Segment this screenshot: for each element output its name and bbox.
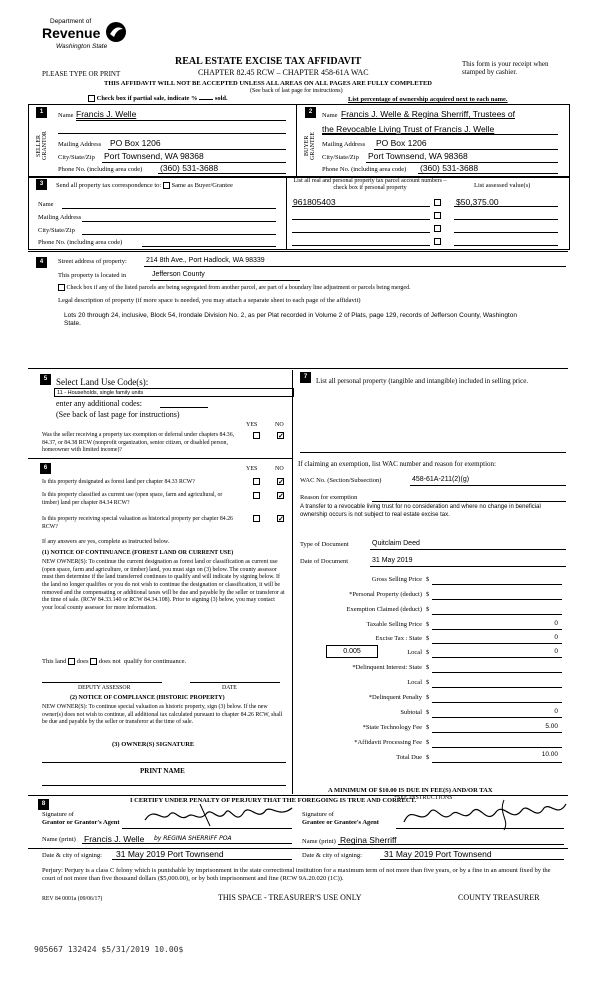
- personal-property-checkbox-1[interactable]: [434, 199, 441, 206]
- street-label: Street address of property:: [58, 258, 127, 265]
- send-correspondence: Send all property tax correspondence to: Same as Buyer/Grantee: [56, 182, 233, 189]
- historic-no-checkbox[interactable]: ✓: [278, 515, 284, 523]
- section-1-number: 1: [36, 107, 47, 118]
- see-instructions: *SEE INSTRUCTIONS: [394, 795, 453, 801]
- located-county[interactable]: Jefferson County: [152, 271, 205, 278]
- form-title: REAL ESTATE EXCISE TAX AFFIDAVIT: [175, 56, 362, 67]
- seller-phone-label: Phone No. (including area code): [58, 166, 143, 173]
- please-type: PLEASE TYPE OR PRINT: [42, 70, 121, 78]
- seller-side-label: SELLER GRANTOR: [36, 131, 48, 161]
- sec6-yes: YES: [246, 466, 258, 472]
- sec5-no: NO: [275, 422, 284, 428]
- section-2-number: 2: [305, 107, 316, 118]
- certify-statement: I CERTIFY UNDER PENALTY OF PERJURY THAT THE FOREGOING IS TRUE AND CORRECT.: [130, 797, 417, 804]
- wac-number[interactable]: 458-61A-211(2)(g): [412, 476, 470, 483]
- perjury-notice: Perjury: Perjury is a class C felony which is punishable by imprisonment in the state correctional institution for a maximum term of not more than five years, or by a fine in an amount fixed by the court of not more than five thousand dollars ($5,000.00), or by both imprisonment and fine (RCW 9A.20.020 (1C)).: [42, 867, 551, 883]
- gross-price-label: Gross Selling Price: [371, 576, 422, 583]
- grantee-sig-label: Signature of Grantee or Grantee's Agent: [302, 811, 379, 827]
- sec3-name-label: Name: [38, 201, 54, 208]
- section-7-number: 7: [300, 372, 311, 383]
- street-address[interactable]: 214 8th Ave., Port Hadlock, WA 98339: [146, 257, 265, 264]
- buyer-name-label: Name: [322, 112, 338, 119]
- tech-fee-value[interactable]: 5.00: [545, 723, 558, 730]
- parcel-number[interactable]: 961805403: [293, 197, 336, 207]
- grantor-name-label: Name (print): [42, 836, 76, 843]
- grantee-name-label: Name (print): [302, 838, 336, 845]
- grantor-sig-label: Signature of Grantor or Grantor's Agent: [42, 811, 120, 827]
- minimum-due: A MINIMUM OF $10.00 IS DUE IN FEE(S) AND/OR TAX: [328, 787, 493, 794]
- subtotal-label: Subtotal: [400, 709, 422, 716]
- total-due-label: Total Due: [396, 754, 422, 761]
- exemption-claimed-label: Exemption Claimed (deduct): [346, 606, 422, 613]
- if-yes-note: If any answers are yes, complete as instructed below.: [42, 539, 170, 545]
- county-treasurer: COUNTY TREASURER: [458, 893, 540, 902]
- rev-number: REV 84 0001a (09/06/17): [42, 896, 103, 902]
- grantee-date[interactable]: 31 May 2019 Port Townsend: [384, 849, 492, 859]
- parcel-list-label: List all real and personal property tax parcel account numbers – check box if personal property: [293, 178, 447, 192]
- section-8-number: 8: [38, 799, 49, 810]
- land-does-checkbox[interactable]: [68, 658, 75, 665]
- current-use-yes-checkbox[interactable]: [253, 492, 260, 499]
- section-3-number: 3: [36, 179, 47, 190]
- buyer-phone-label: Phone No. (including area code): [322, 166, 407, 173]
- additional-codes-label: enter any additional codes:: [56, 399, 142, 408]
- local-rate-box[interactable]: 0.005: [326, 645, 378, 658]
- buyer-side-label: BUYER GRANTEE: [304, 132, 316, 160]
- grantor-name[interactable]: Francis J. Welle: [84, 834, 145, 844]
- reason-label: Reason for exemption: [300, 494, 358, 501]
- forest-yes-checkbox[interactable]: [253, 478, 260, 485]
- seller-city[interactable]: Port Townsend, WA 98368: [104, 151, 204, 161]
- segregated-note: Check box if any of the listed parcels are being segregated from another parcel, are part of a boundary line adjustment or parcels being merged.: [58, 284, 411, 292]
- doc-date[interactable]: 31 May 2019: [372, 557, 413, 564]
- buyer-mailing-label: Mailing Address: [322, 141, 366, 148]
- warning: THIS AFFIDAVIT WILL NOT BE ACCEPTED UNLESS ALL AREAS ON ALL PAGES ARE FULLY COMPLETED: [104, 80, 432, 87]
- doc-date-label: Date of Document: [300, 558, 349, 565]
- personal-property-checkbox-4[interactable]: [434, 238, 441, 245]
- section-5-number: 5: [40, 374, 51, 385]
- total-due-value[interactable]: 10.00: [541, 751, 558, 758]
- sec3-phone-label: Phone No. (including area code): [38, 239, 123, 246]
- this-land: This land does does not qualify for continuance.: [42, 658, 187, 665]
- section-4-number: 4: [36, 257, 47, 268]
- historic-yes-checkbox[interactable]: [253, 515, 260, 522]
- dor-logo: [42, 16, 132, 66]
- doc-type[interactable]: Quitclaim Deed: [372, 540, 420, 547]
- grantee-date-label: Date & city of signing:: [302, 852, 362, 859]
- seller-city-label: City/State/Zip: [58, 154, 95, 161]
- doc-type-label: Type of Document: [300, 541, 349, 548]
- assessed-value[interactable]: $50,375.00: [456, 197, 499, 207]
- grantor-agent[interactable]: by REGINA SHERRIFF POA: [154, 835, 232, 842]
- personal-property-deduct-label: *Personal Property (deduct): [349, 591, 422, 598]
- grantee-name[interactable]: Regina Sherriff: [340, 835, 397, 845]
- delinquent-interest-state-label: *Delinquent Interest: State: [352, 664, 422, 671]
- same-as-buyer-checkbox[interactable]: [163, 182, 170, 189]
- taxable-price-value[interactable]: 0: [554, 620, 558, 627]
- delinquent-penalty-label: *Delinquent Penalty: [368, 694, 422, 701]
- personal-property-checkbox-3[interactable]: [434, 225, 441, 232]
- land-use-label: Select Land Use Code(s):: [56, 377, 149, 387]
- forest-no-checkbox[interactable]: ✓: [278, 478, 284, 486]
- deputy-date-label: DATE: [222, 685, 237, 691]
- excise-state-label: Excise Tax : State: [375, 635, 422, 642]
- segregated-checkbox[interactable]: [58, 284, 65, 291]
- sec5-see-back: (See back of last page for instructions): [56, 410, 180, 419]
- ownership-note: List percentage of ownership acquired next to each name.: [348, 96, 508, 103]
- buyer-name-2[interactable]: the Revocable Living Trust of Francis J. Welle: [322, 124, 495, 134]
- delinquent-interest-local-label: Local: [407, 679, 422, 686]
- forest-question: Is this property designated as forest land per chapter 84.33 RCW?: [42, 479, 195, 485]
- deputy-assessor-label: DEPUTY ASSESSOR: [78, 685, 131, 691]
- see-back: (See back of last page for instructions): [250, 88, 343, 94]
- subtotal-value[interactable]: 0: [554, 708, 558, 715]
- excise-local-value[interactable]: 0: [554, 648, 558, 655]
- logo-line1: Department of: [50, 18, 92, 25]
- taxable-price-label: Taxable Selling Price: [366, 621, 422, 628]
- exemption-reason[interactable]: A transfer to a revocable living trust for no consideration and where no change in beneficial ownership occurs is not subject to real estate excise tax.: [300, 504, 541, 518]
- print-name-label: PRINT NAME: [140, 767, 185, 775]
- buyer-city[interactable]: Port Townsend, WA 98368: [368, 151, 468, 161]
- seller-name-label: Name: [58, 112, 74, 119]
- grantee-signature[interactable]: [400, 798, 568, 832]
- partial-sale-checkbox[interactable]: [88, 95, 95, 102]
- personal-property-checkbox-2[interactable]: [434, 212, 441, 219]
- receipt-note: This form is your receipt when stamped by cashier.: [462, 60, 549, 77]
- exemption-question: Was the seller receiving a property tax exemption or deferral under chapters 84.36, 84.37, or 84.38 RCW (nonprofit organization, senior citizen, or disabled person, homeowner with limited income)?: [42, 432, 235, 454]
- legal-label: Legal description of property (if more space is needed, you may attach a separate sheet to each page of the affidavit): [58, 297, 361, 304]
- tech-fee-label: *State Technology Fee: [362, 724, 422, 731]
- partial-sale: Check box if partial sale, indicate % sold.: [88, 95, 228, 103]
- form-chapters: CHAPTER 82.45 RCW – CHAPTER 458-61A WAC: [198, 68, 369, 77]
- claiming-exemption: If claiming an exemption, list WAC number and reason for exemption:: [298, 460, 496, 468]
- logo-line3: Washington State: [56, 43, 108, 50]
- logo-line2: Revenue: [42, 25, 101, 41]
- buyer-city-label: City/State/Zip: [322, 154, 359, 161]
- historic-question: Is this property receiving special valuation as historical property per chapter 84.26 RCW?: [42, 516, 233, 530]
- notice-compliance-body: NEW OWNER(S): To continue special valuation as historic property, sign (3) below. If the new owner(s) does not wish to continue, all additional tax calculated pursuant to chapter 84.26 RCW, shall be due and payable by the seller or transferor at the time of sale.: [42, 704, 283, 726]
- seller-mailing[interactable]: PO Box 1206: [110, 138, 161, 148]
- seller-phone[interactable]: (360) 531-3688: [160, 163, 219, 173]
- tax-calculation-table: Gross Selling Price $ *Personal Property (deduct) $ Exemption Claimed (deduct) $ Taxable Selling Price $ 0 Excise Tax : State $ 0 0.005 Local $ 0 *Delinquent Interest: State $ Local $ *Delinquent Penalty $ Subtotal $ 0 *State Technology Fee $ 5.00 *Affidavit Processing Fee $ Total Due $ 10.00: [296, 573, 564, 771]
- wac-label: WAC No. (Section/Subsection): [300, 477, 382, 484]
- buyer-name[interactable]: Francis J. Welle & Regina Sherriff, Trustees of: [341, 109, 516, 119]
- exemption-yes-checkbox[interactable]: [253, 432, 260, 439]
- seller-mailing-label: Mailing Address: [58, 141, 102, 148]
- section-6-number: 6: [40, 463, 51, 474]
- located-label: This property is located in: [58, 272, 127, 279]
- buyer-mailing[interactable]: PO Box 1206: [376, 138, 427, 148]
- current-use-question: Is this property classified as current use (open space, farm and agricultural, or timber) land per chapter 84.34 RCW?: [42, 492, 223, 506]
- grantor-date-label: Date & city of signing:: [42, 852, 102, 859]
- excise-state-value[interactable]: 0: [554, 634, 558, 641]
- grantor-date[interactable]: 31 May 2019 Port Townsend: [116, 849, 224, 859]
- owner-signature-label: (3) OWNER(S) SIGNATURE: [112, 741, 195, 748]
- notice-continuance-body: NEW OWNER(S): To continue the current designation as forest land or classification as current use (open space, farm and agriculture, or timber) land, you must sign on (3) below. The county assessor must then determine if the land transferred continues to qualify and will indicate by signing below. If the land no longer qualifies or you do not wish to continue the designation or classification, it will be removed and the compensating or additional taxes will be due and payable by the seller or transferor at the time of sale. (RCW 84.33.140 or RCW 84.34.108). Prior to signing (3) below, you may contact your local county assessor for more information.: [42, 559, 285, 612]
- assessed-label: List assessed value(s): [474, 182, 531, 189]
- notice-compliance-title: (2) NOTICE OF COMPLIANCE (HISTORIC PROPERTY): [70, 695, 225, 701]
- excise-local-label: Local: [407, 649, 422, 656]
- sec6-no: NO: [275, 466, 284, 472]
- sec3-city-label: City/State/Zip: [38, 227, 75, 234]
- cashier-stamp: 905667 132424 $5/31/2019 10.00$: [34, 945, 184, 954]
- land-does-not-checkbox[interactable]: [90, 658, 97, 665]
- exemption-no-checkbox[interactable]: ✓: [278, 432, 284, 440]
- sec5-yes: YES: [246, 422, 258, 428]
- seller-name[interactable]: Francis J. Welle: [76, 109, 137, 119]
- dor-logo-icon: [104, 20, 128, 44]
- legal-description[interactable]: Lots 20 through 24, inclusive, Block 54, Irondale Division No. 2, as per Plat recorded in Volume 2 of Plats, page 129, records of Jefferson County, Washington State.: [64, 312, 517, 328]
- notice-continuance-title: (1) NOTICE OF CONTINUANCE (FOREST LAND OR CURRENT USE): [42, 550, 234, 556]
- grantor-signature[interactable]: [140, 800, 300, 830]
- buyer-phone[interactable]: (360) 531-3688: [420, 163, 479, 173]
- land-use-select[interactable]: 11 - Households, single family units: [54, 388, 294, 397]
- current-use-no-checkbox[interactable]: ✓: [278, 492, 284, 500]
- personal-property-label: List all personal property (tangible and intangible) included in selling price.: [316, 377, 529, 385]
- processing-fee-label: *Affidavit Processing Fee: [354, 739, 422, 746]
- treasurer-use: THIS SPACE - TREASURER'S USE ONLY: [218, 893, 362, 902]
- sec3-mailing-label: Mailing Address: [38, 214, 82, 221]
